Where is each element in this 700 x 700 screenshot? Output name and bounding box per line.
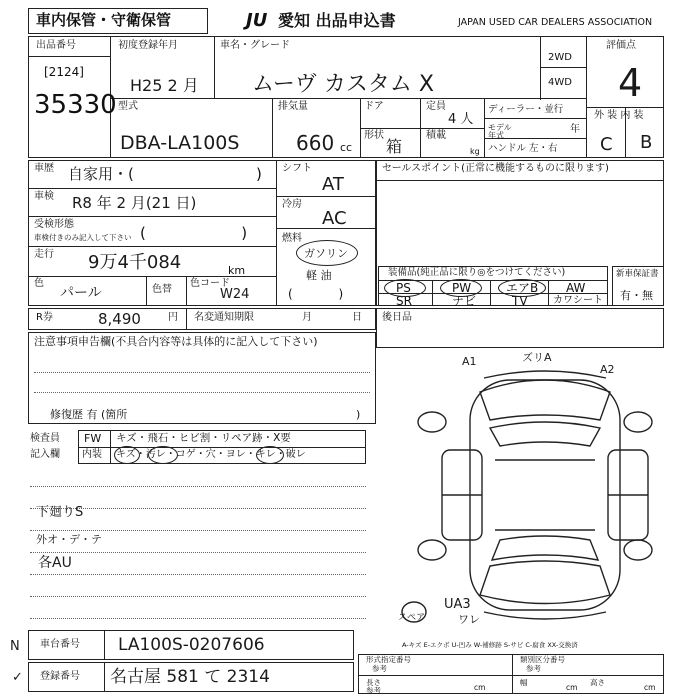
equip-ps: PS bbox=[396, 281, 411, 295]
history-label: 車歴 bbox=[34, 163, 54, 174]
circle-airbag bbox=[498, 279, 546, 297]
accept-label: 受検形態 bbox=[34, 219, 74, 230]
exterior-grade: C bbox=[600, 134, 613, 155]
fuel-gas-circle bbox=[296, 240, 358, 266]
check-mark: ✓ bbox=[12, 670, 23, 685]
fuel-gas: ガソリン bbox=[304, 247, 348, 260]
color-value: パール bbox=[60, 285, 102, 301]
association-name: JAPAN USED CAR DEALERS ASSOCIATION bbox=[458, 17, 653, 28]
circle-scratch bbox=[114, 446, 140, 464]
history-value: 自家用・( bbox=[68, 165, 134, 183]
form-title: 愛知 出品申込書 bbox=[278, 11, 396, 30]
diagram-a1: A1 bbox=[462, 355, 477, 368]
shift-label: シフト bbox=[282, 163, 312, 174]
check-n: N bbox=[10, 639, 20, 654]
equip-aw: AW bbox=[566, 281, 586, 295]
repair-label: 修復歴 有 (箇所 bbox=[50, 408, 128, 421]
chassis-value: LA100S-0207606 bbox=[118, 635, 265, 655]
model-value: ムーヴ カスタム X bbox=[252, 72, 434, 97]
height-unit: cm bbox=[644, 683, 656, 692]
chassis-label: 車台番号 bbox=[40, 639, 80, 650]
inspector-row1: キズ・飛石・ヒビ割・リペア跡・X要 bbox=[116, 432, 291, 444]
form-number-label: 形式指定番号 bbox=[366, 655, 411, 664]
lot-label: 出品番号 bbox=[36, 40, 76, 51]
fuel-label: 燃料 bbox=[282, 233, 302, 244]
recycle-label: R券 bbox=[36, 312, 53, 323]
diagram-windshield: ズリA bbox=[522, 351, 552, 364]
form-ref-label: 参考 bbox=[372, 664, 387, 673]
load-label: 積載 bbox=[426, 130, 446, 141]
inspector-interior: 内装 bbox=[82, 449, 102, 460]
shift-value: AT bbox=[322, 174, 344, 195]
fuel-diesel: 軽 油 bbox=[306, 269, 332, 282]
equip-pw: PW bbox=[452, 281, 472, 295]
diagram-spare: スペア bbox=[398, 613, 426, 623]
after-items-label: 後日品 bbox=[382, 312, 412, 323]
dealer-label: ディーラー・並行 bbox=[488, 104, 564, 115]
inspector-note-1: 下廻りS bbox=[36, 505, 84, 520]
shape-label: 形状 bbox=[364, 130, 384, 141]
score-label: 評価点 bbox=[606, 40, 636, 51]
score-value: 4 bbox=[618, 61, 643, 105]
inspector-note-2: 外オ・デ・テ bbox=[36, 533, 102, 546]
warranty-value: 有・無 bbox=[620, 289, 653, 302]
equip-airbag: エアB bbox=[506, 281, 539, 295]
repair-close: ) bbox=[356, 408, 361, 421]
width-label: 幅 bbox=[520, 678, 528, 687]
shaken-value: R8 年 2 月(21 日) bbox=[72, 194, 197, 212]
circle-ps bbox=[384, 279, 426, 297]
diagram-legend: A-キズ E-エクボ U-凹み W-補修跡 S-サビ C-腐食 XX-交換済 bbox=[402, 641, 578, 649]
inspector-label: 検査員 bbox=[30, 433, 60, 444]
name-change-month: 月 bbox=[302, 312, 312, 323]
after-items-box bbox=[376, 308, 664, 348]
car-damage-diagram bbox=[400, 350, 670, 630]
equip-leather-seat: カワシート bbox=[553, 295, 603, 306]
first-reg-label: 初度登録年月 bbox=[118, 40, 178, 51]
model-label: 車名・グレード bbox=[220, 40, 290, 51]
capacity-label: 定員 bbox=[426, 101, 446, 112]
handle-label: ハンドル 左・右 bbox=[488, 143, 558, 154]
width-unit: cm bbox=[566, 683, 578, 692]
mileage-unit: km bbox=[228, 264, 246, 277]
fuel-parens: ( ) bbox=[288, 287, 344, 301]
interior-grade: B bbox=[640, 132, 653, 153]
lot-number: 35330 bbox=[34, 90, 117, 120]
diagram-a2: A2 bbox=[600, 363, 615, 376]
first-reg-value: H25 2 月 bbox=[130, 76, 199, 95]
color-code-value: W24 bbox=[220, 287, 250, 302]
warranty-label: 新車保証書 bbox=[616, 269, 659, 279]
class-ref-label: 参考 bbox=[526, 664, 541, 673]
mileage-label: 走行 bbox=[34, 249, 54, 260]
inspector-note-3: 各AU bbox=[38, 555, 72, 571]
ac-label: 冷房 bbox=[282, 199, 302, 210]
inspector-row2: キズ・汚レ・コゲ・穴・ヨレ・キレ・破レ bbox=[116, 449, 306, 460]
model-year-label: モデル年式 bbox=[488, 123, 512, 140]
color-code-label: 色コード bbox=[190, 278, 230, 289]
shaken-label: 車検 bbox=[34, 191, 54, 202]
length-label: 長さ bbox=[366, 678, 381, 687]
name-change-day: 日 bbox=[352, 312, 362, 323]
cc-value: 660 bbox=[296, 131, 335, 155]
inspector-fw: FW bbox=[84, 432, 102, 445]
recycle-unit: 円 bbox=[168, 312, 178, 323]
mileage-value: 9万4千084 bbox=[88, 252, 182, 273]
cc-unit: cc bbox=[340, 141, 353, 154]
shape-value: 箱 bbox=[386, 137, 403, 156]
color-label: 色 bbox=[34, 278, 44, 289]
reg-label: 登録番号 bbox=[40, 671, 80, 682]
drive-2wd: 2WD bbox=[548, 52, 572, 63]
recycle-value: 8,490 bbox=[98, 310, 141, 328]
diagram-rear: UA3 bbox=[444, 597, 471, 612]
load-unit: kg bbox=[470, 147, 480, 156]
ext-int-label: 外 装 内 装 bbox=[594, 110, 644, 121]
accept-parens: ( ) bbox=[140, 224, 248, 242]
height-label: 高さ bbox=[590, 678, 605, 687]
color-scheme-label: 色替 bbox=[152, 284, 172, 295]
circle-pw bbox=[440, 279, 482, 297]
inspector-label2: 記入欄 bbox=[30, 449, 60, 460]
history-paren: ) bbox=[256, 165, 262, 183]
sales-point-label: セールスポイント(正常に機能するものに限ります) bbox=[382, 163, 609, 174]
ac-value: AC bbox=[322, 208, 347, 229]
class-number-label: 類別区分番号 bbox=[520, 655, 565, 664]
model-year-unit: 年 bbox=[570, 124, 580, 135]
drive-4wd: 4WD bbox=[548, 77, 572, 88]
notes-label: 注意事項申告欄(不具合内容等は具体的に記入して下さい) bbox=[34, 335, 318, 348]
capacity-value: 4 人 bbox=[448, 112, 474, 127]
equip-tv: TV bbox=[512, 294, 528, 308]
name-change-label: 名変通知期限 bbox=[194, 312, 254, 323]
circle-wrinkle bbox=[256, 446, 284, 464]
equip-navi: ナビ bbox=[452, 294, 477, 308]
cc-label: 排気量 bbox=[278, 101, 308, 112]
reg-value: 名古屋 581 て 2314 bbox=[110, 667, 270, 687]
type-label: 型式 bbox=[118, 101, 138, 112]
storage-label: 車内保管・守衛保管 bbox=[36, 11, 172, 29]
diagram-rear-2: ワレ bbox=[458, 613, 480, 626]
lot-sub: [2124] bbox=[44, 65, 84, 79]
accept-note: 車検付きのみ記入して下さい bbox=[34, 233, 132, 242]
length-unit: cm bbox=[474, 683, 486, 692]
ref-label-3: 参考 bbox=[366, 686, 381, 695]
equip-sr: SR bbox=[396, 294, 412, 308]
door-label: ドア bbox=[364, 101, 384, 112]
equipment-label: 装備品(純正品に限り◎をつけてください) bbox=[388, 267, 566, 278]
ju-logo: JU bbox=[246, 10, 268, 31]
circle-dirt bbox=[148, 446, 178, 464]
type-value: DBA-LA100S bbox=[120, 132, 240, 154]
